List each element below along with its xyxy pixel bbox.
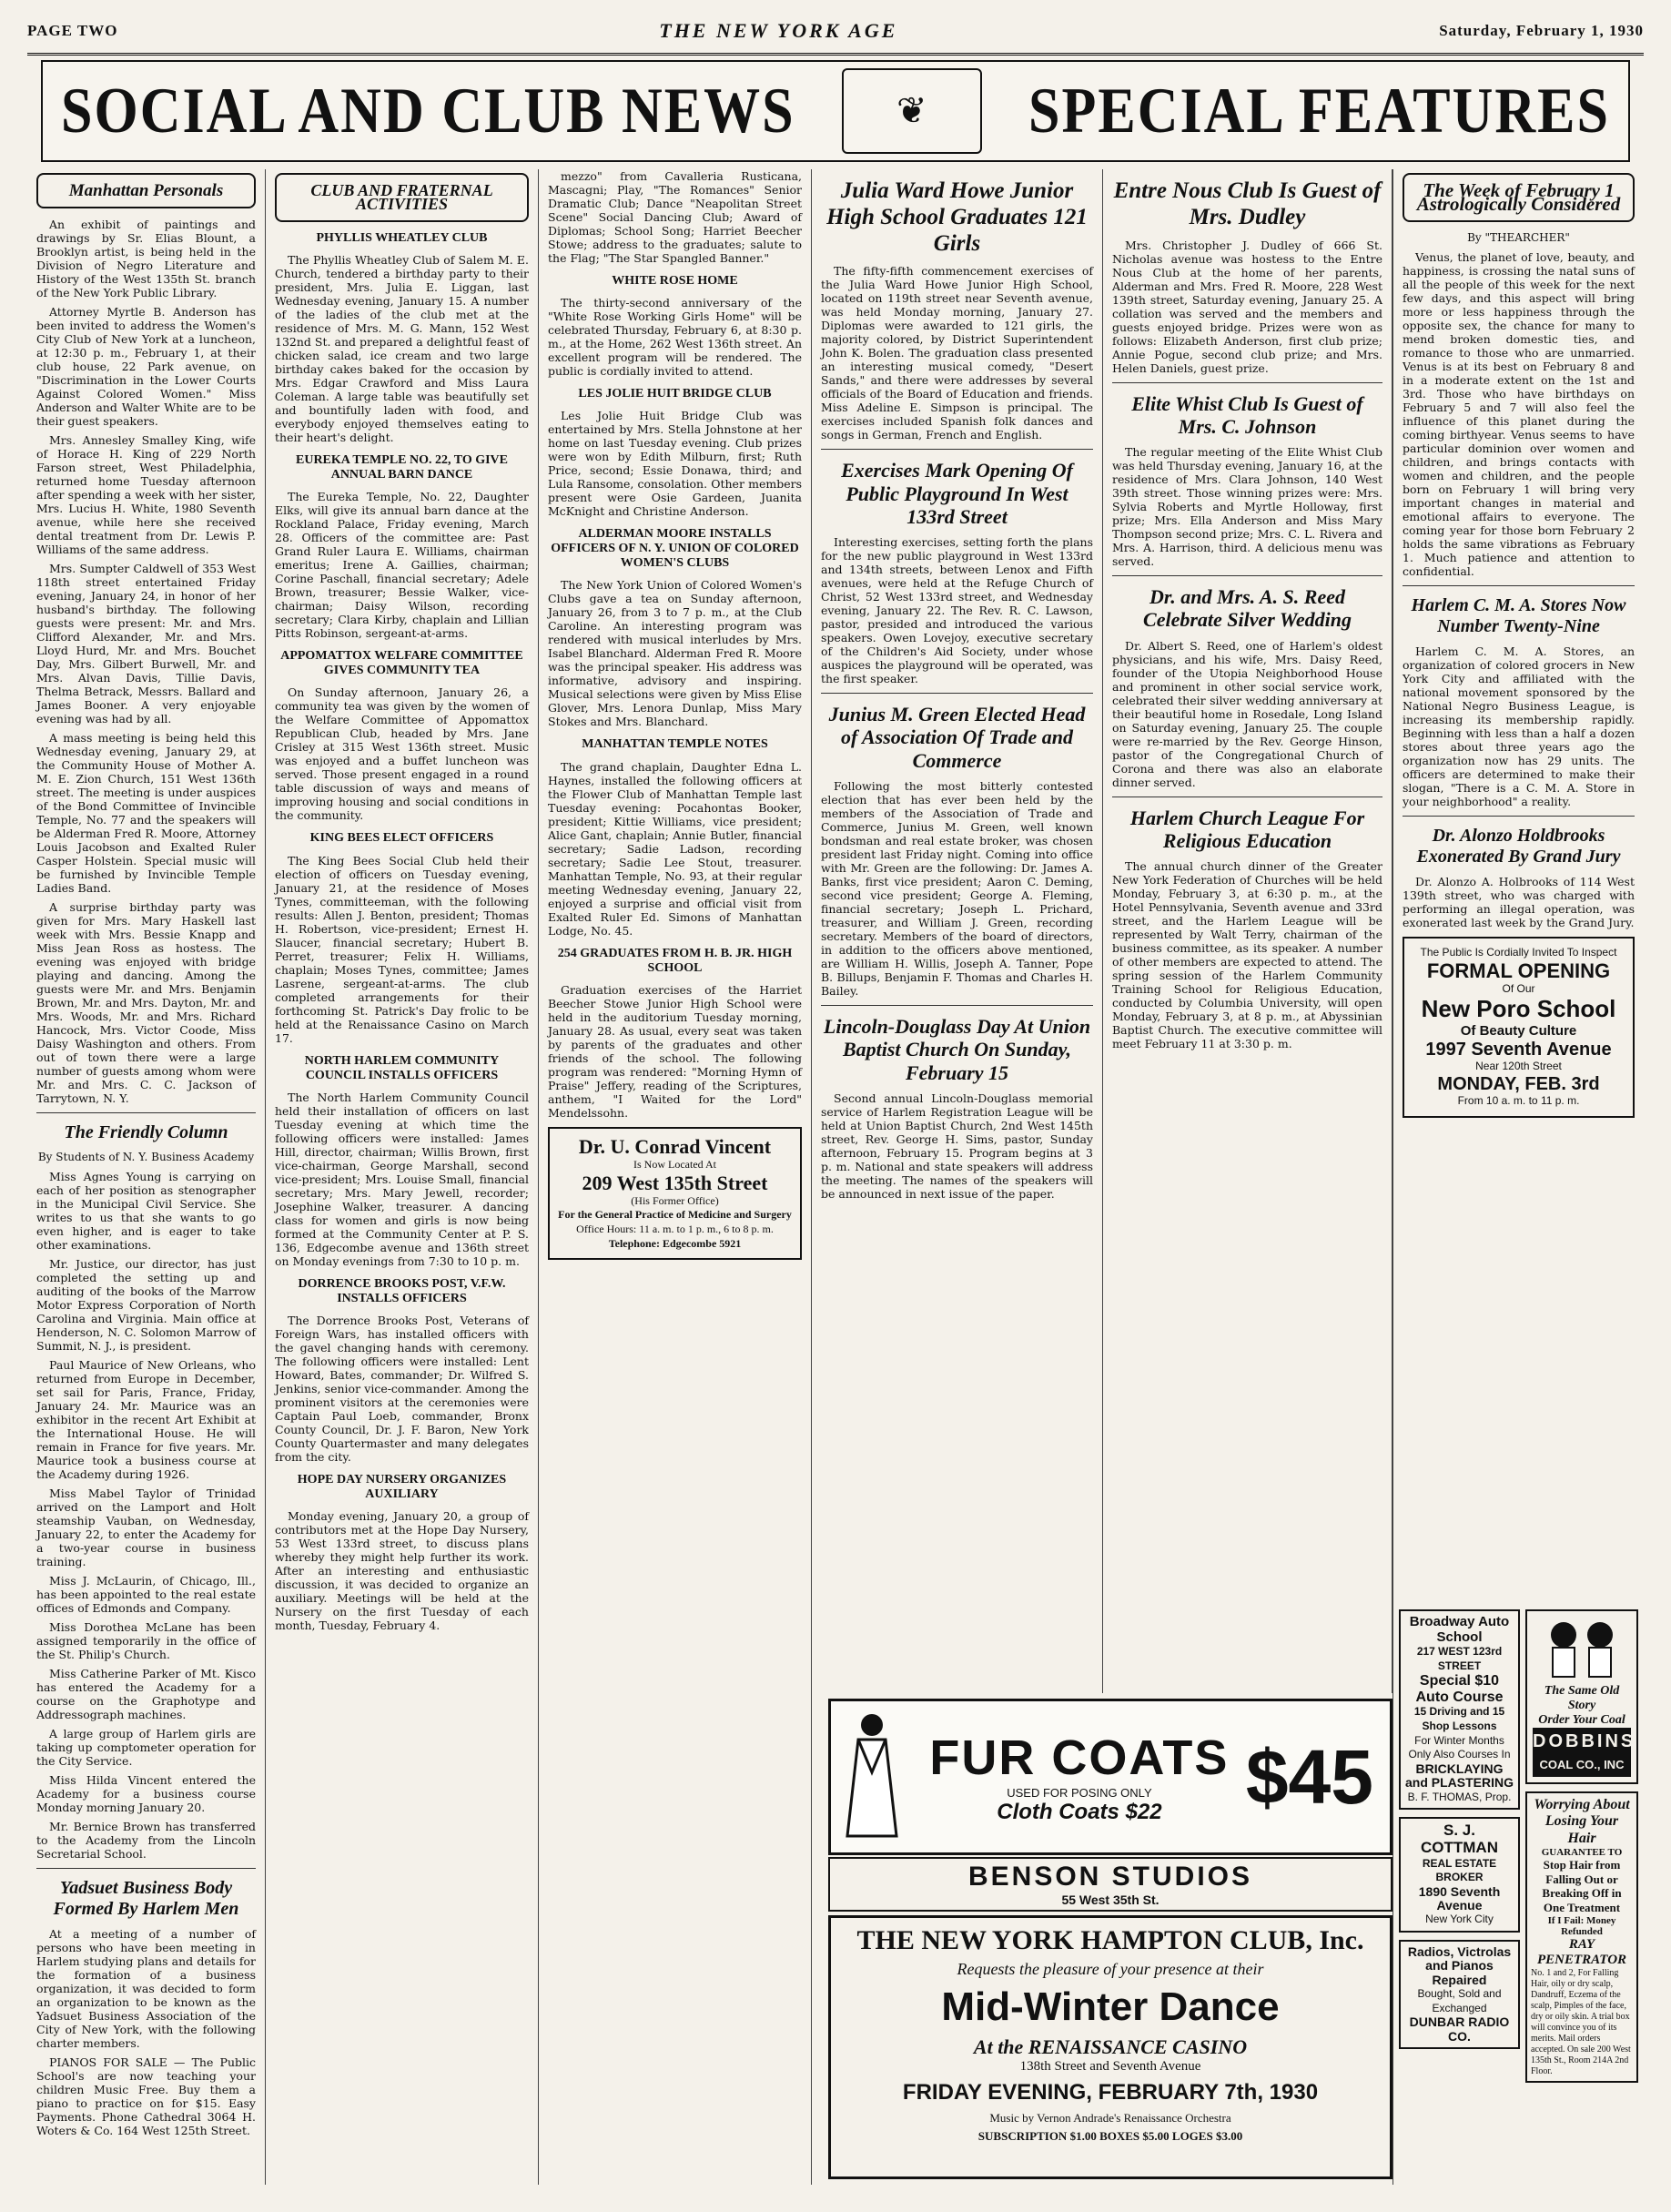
headline-church-league: Harlem Church League For Religious Education xyxy=(1129,806,1365,852)
section-title: APPOMATTOX WELFARE COMMITTEE GIVES COMMUNITY TEA xyxy=(280,649,523,678)
article-paragraph: PIANOS FOR SALE — The Public School's are now teaching your children Music Free. Buy them a piano to practice on for $15. Easy Payments. Phone Cathedral 3064 H. Woters & Co. 164 West 125th Street. xyxy=(36,2055,256,2137)
divider xyxy=(821,693,1093,694)
article-paragraph: Monday evening, January 20, a group of contributors met at the Hope Day Nursery, 53 West 133rd street, to discuss plans whereby they might help further its work. After an interesting and enthusiastic discussion, it was decided to organize an auxiliary. Meetings will be held at the Nursery on the first Tuesday of each month, Tuesday, February 4. xyxy=(275,1509,529,1633)
ad-text: Order Your Coal xyxy=(1538,1713,1625,1727)
ornament-icon: ❦ xyxy=(842,68,982,154)
ad-headline: S. J. COTTMAN xyxy=(1421,1821,1498,1856)
headline-manhattan-personals: Manhattan Personals xyxy=(36,173,256,208)
headline-junius-green: Junius M. Green Elected Head of Association Of Trade and Commerce xyxy=(828,703,1086,772)
ad-text: REAL ESTATE BROKER xyxy=(1422,1856,1497,1884)
column-club-continued xyxy=(539,169,812,2185)
article-paragraph: Following the most bitterly contested election that has ever been held by the members of the Association of Trade and Commerce, Junius M. Green, well known bondsman and real estate broker, was chosen president last Friday night. Coming into office with Mr. Green are the following: Dr. James A. Banks, first vice president; Aaron C. Deming, second vice president; George A. Fleming, financial secretary; Joseph L. Prichard, treasurer, and William J. Green, recording secretary. Members of the board of directors, in addition to the officers above mentioned, are William H. Willis, Joseph A. Tanner, Pope B. Billups, Benjamin F. Thomas and Charles H. Bailey. xyxy=(821,779,1093,999)
section-title: HOPE DAY NURSERY ORGANIZES AUXILIARY xyxy=(297,1472,507,1502)
ad-dunbar-radio xyxy=(1399,1940,1520,2049)
article-paragraph: The annual church dinner of the Greater New York Federation of Churches will be held Monday, February 3, at 6:30 p. m., at the Hotel Pennsylvania, Seventh avenue and 33rd street, and the Harlem League will be represented by Walt Terry, chairman of the business committee, as its speaker. A number of other members are expected to attend. The spring session of the Harlem Community Training School for Religious Education, conducted by Columbia University, will open Monday, February 3, at 8 p. m., at Abyssinian Baptist Church. The executive committee will meet February 11 at 3:30 p. m. xyxy=(1112,859,1382,1051)
ad-ray-penetrator xyxy=(1525,1791,1638,2083)
headline-lincoln-douglass: Lincoln-Douglass Day At Union Baptist Church On Sunday, February 15 xyxy=(823,1015,1091,1084)
divider xyxy=(1403,585,1635,586)
headline-playground: Exercises Mark Opening Of Public Playground In West 133rd Street xyxy=(841,459,1073,528)
ad-text: B. F. THOMAS, Prop. xyxy=(1407,1790,1512,1803)
article-paragraph: The grand chaplain, Daughter Edna L. Haynes, installed the following officers at the Flower Club of Manhattan Temple last Tuesday evening: Pocahontas Booker, president; Kittie Williams, vice president; Alice Gant, chaplain; Annie Butler, financial secretary; Sadie Ladson, recording secretary; Sadie Lee Stout, treasurer. Manhattan Temple, No. 93, at their regular meeting Wednesday evening, January 22, enjoyed a surprise and official visit from Exalted Ruler Ed. Simons of Manhattan Lodge, No. 45. xyxy=(548,759,802,938)
ad-text: The Same Old Story xyxy=(1544,1684,1620,1712)
ad-headline: FUR COATS xyxy=(929,1730,1230,1785)
ad-column-right xyxy=(1525,1602,1638,2185)
ad-event-title: Mid-Winter Dance xyxy=(941,1984,1280,2029)
section-title: ALDERMAN MOORE INSTALLS OFFICERS OF N. Y. UNION OF COLORED WOMEN'S CLUBS xyxy=(551,527,799,571)
byline: By "THEARCHER" xyxy=(1467,231,1570,244)
article-paragraph: The thirty-second anniversary of the "White Rose Working Girls Home" will be celebrated Thursday, February 6, at 8:30 p. m., at the Home, 262 West 136th street. An excellent program will be rendered. The public is cordially invited to attend. xyxy=(548,296,802,379)
article-paragraph: Miss Catherine Parker of Mt. Kisco has entered the Academy for a course on the Graphotype and Addressograph machines. xyxy=(36,1667,256,1721)
ad-text: New York City xyxy=(1425,1913,1494,1926)
headline-astrology: The Week of February 1 Astrologically Considered xyxy=(1403,173,1635,222)
divider xyxy=(1403,816,1635,817)
headline-yadsuet: Yadsuet Business Body Formed By Harlem Men xyxy=(53,1878,239,1919)
article-paragraph: A mass meeting is being held this Wednesday evening, January 29, at the Community House of Mother A. M. E. Zion Church, 151 West 136th street. The meeting is under auspices of the Bond Committee of Invincible Temple, No. 77 and the speakers will be Alderman Fred R. Moore, Attorney Louis Jacobson and Exalted Ruler Casper Holstein. Special music will be furnished by Invincible Temple Ladies Band. xyxy=(36,731,256,895)
article-paragraph: The King Bees Social Club held their election of officers on Tuesday evening, January 21, at the residence of Moses Tynes, committeeman, with the following results: Allen J. Benton, president; Thomas H. Robertson, vice-president; Ernest H. Slaucer, financial secretary; Hubert B. Perret, treasurer; Felix H. Williams, chaplain; Moses Tynes, committee; James Lasrene, sergeant-at-arms. The club completed arrangements for their forthcoming St. Patrick's Day frolic to be held at the Renaissance Casino on March 17. xyxy=(275,853,529,1045)
ad-headline: DUNBAR RADIO CO. xyxy=(1409,2014,1510,2044)
headline-friendly-column: The Friendly Column xyxy=(64,1122,228,1142)
ad-venue: At the RENAISSANCE CASINO xyxy=(973,2035,1248,2058)
ad-date: MONDAY, FEB. 3rd xyxy=(1437,1074,1600,1095)
ad-headline: Radios, Victrolas and Pianos Repaired xyxy=(1407,1944,1512,1987)
page-number: PAGE TWO xyxy=(27,22,118,39)
article-paragraph: Miss Dorothea McLane has been assigned temporarily in the office of the St. Philip's Church. xyxy=(36,1620,256,1661)
ad-text: Office Hours: 11 a. m. to 1 p. m., 6 to 8 p. m. xyxy=(576,1222,774,1235)
divider xyxy=(821,449,1093,450)
article-paragraph: Venus, the planet of love, beauty, and happiness, is crossing the natal suns of all the people of this week for the next few days, and this aspect will bring more or less happiness through the opposite sex, the chance for many to mend broken domestic ties, and romance to those who are unmarried. Venus is at its best on February 8 and in a moderate extent on the 1st and 3rd. Those who have birthdays on February 5 and 7 will also feel the influence of this planet during the coming birthyear. Venus seems to have particular dominion over women and children, and brings contacts with women and children, and the people born on February 1 will bring very important changes in material and emotional affairs to everyone. The coming year for those born February 2 holds the same vibrations as February 1. Much patience and attention to confidential. xyxy=(1403,250,1635,578)
article-paragraph: The North Harlem Community Council held their installation of officers on last Tuesday evening at which time the following officers were installed: James Hill, director, chairman; Willis Brown, first vice-chairman, George Marshall, second vice-president; Mrs. Louise Small, financial secretary; Mrs. Mary Jewell, recorder; Josephine Walker, treasurer. A dancing class for women and girls is now being formed at the Community Center at P. S. 136, Edgecombe avenue and 136th street on Monday evenings from 7:30 to 10 p. m. xyxy=(275,1090,529,1268)
ad-headline: Stop Hair from Falling Out or Breaking Off in One Treatment xyxy=(1542,1858,1622,1914)
ad-text: GUARANTEE TO xyxy=(1541,1847,1623,1859)
divider xyxy=(36,1112,256,1113)
ad-headline: DOBBINS xyxy=(1533,1728,1631,1756)
article-paragraph: The Phyllis Wheatley Club of Salem M. E. Church, tendered a birthday party to their president, Mrs. Julia E. Liggan, last Wednesday evening, January 15. A number of the ladies of the club met at the residence of Mrs. M. G. Mann, 152 West 132nd St. and prepared a delightful feast of chicken salad, ice cream and two large birthday cakes baked for the occasion by Mrs. Edgar Crawford and Miss Laura Coleman. A large table was beautifully set and bountifully laden with food, and everybody enjoyed themselves eating to their heart's delight. xyxy=(275,253,529,445)
article-paragraph: The Dorrence Brooks Post, Veterans of Foreign Wars, has installed officers with the gavel changing hands with ceremony. The following officers were installed: Lent Howard, Bates, commander; Dr. Wilfred S. Jenkins, senior vice-commander. Among the prominent visitors at the ceremonies were Captain Paul Loeb, commander, Bronx County Council, Dr. J. F. Baron, New York County Quartermaster and many delegates from the city. xyxy=(275,1313,529,1464)
article-paragraph: Graduation exercises of the Harriet Beecher Stowe Junior High School were held in the auditorium Tuesday morning, January 28. As usual, every seat was taken by parents of the graduates and other friends of the school. The following program was rendered: "Morning Hymn of Praise" Jeffery, reading of the Scriptures, anthem, "I Waited for the Lord" Mendelssohn. xyxy=(548,982,802,1120)
article-paragraph: On Sunday afternoon, January 26, a community tea was given by the women of the Welfare Committee of Appomattox Republican Club, headed by Mrs. Jane Crisley at 315 West 136th street. Music was enjoyed and a buffet luncheon was served. Those present engaged in a round table discussion of ways and means of improving housing and social conditions in the community. xyxy=(275,685,529,823)
article-paragraph: Mrs. Annesley Smalley King, wife of Horace H. King of 229 North Farson street, West Philadelphia, returned home Tuesday afternoon after spending a week with her sister, Mrs. Lucius H. White, 1980 Seventh avenue, while here she received dental treatment from Dr. Lewis P. Williams of the same address. xyxy=(36,433,256,556)
article-paragraph: Miss J. McLaurin, of Chicago, Ill., has been appointed to the real estate offices of Edmonds and Company. xyxy=(36,1574,256,1615)
divider xyxy=(821,1005,1093,1006)
column-personals xyxy=(27,169,266,2185)
ad-text: Of Our xyxy=(1502,981,1535,995)
article-paragraph: Harlem C. M. A. Stores, an organization of colored grocers in New York City and affiliated with the national movement sponsored by the National Negro Business League, is increasing its membership rapidly. Beginning with less than a half a dozen stores about three years ago the organization now has 29 units. The officers are determined to make their slogan, "There is a C. M. A. Store in your neighborhood" a reality. xyxy=(1403,644,1635,808)
ad-cottman xyxy=(1399,1817,1520,1933)
article-paragraph: A surprise birthday party was given for Mrs. Mary Haskell last week with Mrs. Bessie Knapp and Miss Jean Ross as hostess. The evening was enjoyed with bridge playing and dancing. Among the guests were Mr. and Mrs. Benjamin Brown, Mr. and Mrs. Dayton, Mr. and Mrs. Woods, Mr. and Mrs. Richard Hancock, Mrs. Victor Coode, Miss Daisy Washington and others. From out of town there were a large number of guests among whom were Mr. and Mrs. C. C. Jackson of Tarrytown, N. Y. xyxy=(36,900,256,1105)
headline-julia-ward-howe: Julia Ward Howe Junior High School Graduates 121 Girls xyxy=(826,178,1088,256)
ad-headline: Special $10 Auto Course xyxy=(1415,1673,1504,1705)
masthead xyxy=(27,9,1644,56)
headline-entre-nous: Entre Nous Club Is Guest of Mrs. Dudley xyxy=(1113,178,1382,229)
article-paragraph: Second annual Lincoln-Douglass memorial service of Harlem Registration League will be held at Union Baptist Church, 2nd West 145th street, Rev. George H. Sims, pastor, Sunday afternoon, February 15. Program begins at 3 p. m. National and state speakers will address the meeting. The names of the speakers will be announced in next issue of the paper. xyxy=(821,1091,1093,1201)
ad-text: Near 120th Street xyxy=(1475,1060,1562,1073)
article-paragraph: Mr. Bernice Brown has transferred to the Academy from the Lincoln Secretarial School. xyxy=(36,1820,256,1861)
ad-sidebar xyxy=(1392,1602,1644,2185)
article-paragraph: The New York Union of Colored Women's Clubs gave a tea on Sunday afternoon, January 26, from 3 to 7 p. m., at the Club Caroline. An interesting program was rendered with musical interludes by Mrs. Isabel Blanchard. Alderman Fred R. Moore was the principal speaker. His address was informative, advisory and inspiring. Musical selections were given by Miss Elise Glover, Mrs. Lenora Dunlap, Miss Mary Stokes and Mrs. Blanchard. xyxy=(548,578,802,729)
ad-text: For the General Practice of Medicine and Surgery xyxy=(558,1208,792,1222)
article-paragraph: Les Jolie Huit Bridge Club was entertained by Mrs. Stella Johnstone at her home on last Tuesday evening. Club prizes were won by Edith Milburn, first; Ruth Price, second; Essie Donawa, third; and Lula Ransome, consolation. Other members present were Osie Gardeen, Juanita McKnight and Christine Anderson. xyxy=(548,409,802,519)
ad-text: Bought, Sold and Exchanged xyxy=(1417,1987,1502,2014)
ad-headline: New Poro School xyxy=(1421,995,1616,1023)
headline-club-fraternal-activities: CLUB AND FRATERNAL ACTIVITIES xyxy=(275,173,529,222)
ad-text: Requests the pleasure of your presence at their xyxy=(957,1960,1264,1978)
divider xyxy=(36,1868,256,1869)
section-title: KING BEES ELECT OFFICERS xyxy=(309,831,494,846)
article-paragraph: At a meeting of a number of persons who have been meeting in Harlem studying plans and details for the formation of a business organization, it was decided to form an organization to be known as the Yadsuet Business Association of the City of New York, with the following charter members. xyxy=(36,1927,256,2050)
headline-reed-silver-wedding: Dr. and Mrs. A. S. Reed Celebrate Silver Wedding xyxy=(1143,585,1352,632)
ad-text: USED FOR POSING ONLY xyxy=(1007,1785,1152,1800)
ad-text: Cloth Coats $22 xyxy=(997,1799,1162,1824)
banner-social-club-news: SOCIAL AND CLUB NEWS xyxy=(61,75,795,147)
ad-headline: RAY PENETRATOR xyxy=(1536,1936,1627,1967)
article-paragraph: Miss Agnes Young is carrying on each of her position as stenographer in the Municipal Civil Service. She writes to us that she wants to go even higher, and is eager to take other examinations. xyxy=(36,1170,256,1252)
ad-headline: Broadway Auto School xyxy=(1409,1614,1510,1645)
article-paragraph: An exhibit of paintings and drawings by Sr. Elias Blount, a Brooklyn artist, is being held in the Division of Negro Literature and History of the West 135th St. branch of the New York Public Library. xyxy=(36,218,256,299)
ad-headline: BRICKLAYING and PLASTERING xyxy=(1404,1760,1514,1791)
divider xyxy=(1112,382,1382,383)
ad-text: Of Beauty Culture xyxy=(1460,1022,1577,1039)
cartoon-figures-icon xyxy=(1536,1617,1627,1680)
ad-headline: THE NEW YORK HAMPTON CLUB, Inc. xyxy=(856,1925,1364,1955)
ad-text: For Winter Months Only Also Courses In xyxy=(1408,1733,1511,1761)
ad-prices: SUBSCRIPTION $1.00 BOXES $5.00 LOGES $3.00 xyxy=(977,2129,1243,2143)
article-paragraph: The fifty-fifth commencement exercises of the Julia Ward Howe Junior High School, located on 119th street near Seventh avenue, was held Monday morning, January 27. Diplomas were awarded to 121 girls, the majority colored, by District Superintendent John K. Bolen. The graduation class presented an interesting musical comedy, "Desert Sands," and there were addresses by several officials of the Board of Education and friends. Miss Adeline E. Simpson is principal. The exercises included Spanish folk dances and songs in German, French and English. xyxy=(821,264,1093,442)
headline-cma-stores: Harlem C. M. A. Stores Now Number Twenty-Nine xyxy=(1411,595,1626,636)
article-paragraph: The Eureka Temple, No. 22, Daughter Elks, will give its annual barn dance at the Rockland Palace, Friday evening, March 28. Officers of the committee are: Past Grand Ruler Laura E. Williams, chairman emeritus; Irene A. Gaillies, chairman; Corine Paschall, financial secretary; Adele Brown, treasurer; Bessie Walker, vice-chairman; Daisy Wilson, recording secretary; Clara Kirby, chaplain and Lillian Pitts Robinson, sergeant-at-arms. xyxy=(275,490,529,641)
ad-text: The Public Is Cordially Invited To Inspect xyxy=(1420,946,1617,959)
ad-fur-coats xyxy=(828,1699,1392,1855)
ad-headline: Worrying About Losing Your Hair xyxy=(1534,1797,1630,1846)
article-paragraph: Miss Mabel Taylor of Trinidad arrived on the Lamport and Holt steamship Vauban, on Wednesday, January 22, to enter the Academy for a two-year course in business training. xyxy=(36,1487,256,1568)
ad-text: If I Fail: Money Refunded xyxy=(1547,1914,1616,1937)
ad-text: From 10 a. m. to 11 p. m. xyxy=(1457,1094,1580,1108)
ad-headline: FORMAL OPENING xyxy=(1426,959,1611,982)
ad-text: Music by Vernon Andrade's Renaissance Orchestra xyxy=(989,2111,1231,2125)
ad-text: 138th Street and Seventh Avenue xyxy=(1019,2059,1201,2074)
ad-dobbins-coal xyxy=(1525,1609,1638,1784)
article-paragraph: Attorney Myrtle B. Anderson has been invited to address the Women's City Club of New York at a luncheon, at 12:30 p. m., February 1, at their club house, 22 Park avenue, on "Discrimination in the Lower Courts Against Colored Women." Miss Anderson and Walter White are to be their guest speakers. xyxy=(36,305,256,428)
article-paragraph: Interesting exercises, setting forth the plans for the new public playground in West 133rd and 134th streets, between Lenox and Fifth avenues, were held at the Refuge Church of Christ, 52 West 133rd street, and Wednesday evening, January 22. The Rev. R. C. Lawson, pastor, presided and introduced the various speakers. Owen Lovejoy, executive secretary of the Children's Aid Society, under whose auspices the playground will be operated, was the first speaker. xyxy=(821,535,1093,686)
article-paragraph: mezzo" from Cavalleria Rusticana, Mascagni; Play, "The Romances" Senior Dramatic Club; Dance "Neapolitan Street Scene" Social Dancing Club; Award of Diplomas; School Song; Harriet Beecher Stowe; address to the graduates; salute to the Flag; "The Star Spangled Banner." xyxy=(548,169,802,265)
headline-elite-whist: Elite Whist Club Is Guest of Mrs. C. Johnson xyxy=(1131,391,1363,438)
article-paragraph: Mrs. Christopher J. Dudley of 666 St. Nicholas avenue was hostess to the Entre Nous Club at the home of her parents, Alderman and Mrs. Fred R. Moore, 228 West 139th street, Saturday evening, January 25. A collation was served and the members and guests enjoyed bridge. Prizes were won as follows: Elizabeth Anderson, first club prize; Annie Pogue, second club prize; and Mrs. Helen Daniels, guest prize. xyxy=(1112,238,1382,375)
banner-special-features: SPECIAL FEATURES xyxy=(1028,75,1610,147)
column-society xyxy=(1103,169,1392,1693)
ad-phone: Telephone: Edgecombe 5921 xyxy=(608,1236,742,1250)
article-paragraph: Miss Hilda Vincent entered the Academy for a business course Monday morning January 20. xyxy=(36,1773,256,1814)
ad-address: 209 West 135th Street xyxy=(582,1171,768,1194)
section-title: PHYLLIS WHEATLEY CLUB xyxy=(316,231,488,245)
section-banner xyxy=(41,60,1630,162)
ad-address: 1890 Seventh Avenue xyxy=(1418,1883,1501,1913)
column-school-news xyxy=(812,169,1103,1693)
issue-date: Saturday, February 1, 1930 xyxy=(1439,22,1644,39)
ad-text: 15 Driving and 15 Shop Lessons xyxy=(1413,1705,1505,1732)
divider xyxy=(1112,575,1382,576)
ad-benson-studios xyxy=(828,1857,1392,1912)
ad-text: (His Former Office) xyxy=(631,1193,719,1207)
ad-hampton-club xyxy=(828,1915,1392,2179)
ad-date: FRIDAY EVENING, FEBRUARY 7th, 1930 xyxy=(902,2080,1319,2105)
ad-dr-vincent xyxy=(548,1127,802,1260)
ad-text: No. 1 and 2, For Falling Hair, oily or dry scalp, Dandruff, Eczema of the scalp, Pimples of the face, dry or oily skin. A trial box will convince you of its merits. Mail orders accepted. On sale 200 West 135th St., Room 214A 2nd Floor. xyxy=(1531,1968,1631,2077)
ad-poro-school xyxy=(1403,937,1635,1118)
ad-text: Is Now Located At xyxy=(633,1157,716,1171)
ad-address: 55 West 35th St. xyxy=(1061,1892,1160,1907)
article-paragraph: Mrs. Sumpter Caldwell of 353 West 118th street entertained Friday evening, January 24, in honor of her husband's birthday. The following guests were present: Mr. and Mrs. Clifford Alexander, Mr. and Mrs. Lloyd Hurd, Mr. and Mrs. Bouchet Day, Mrs. Gilbert Burwell, Mr. and Mrs. Alvan Davis, Tillie Davis, Thelma Betrack, Messrs. Ballard and James Booner. A very enjoyable evening was had by all. xyxy=(36,562,256,725)
article-paragraph: Paul Maurice of New Orleans, who returned from Europe in December, set sail for Paris, France, Friday, January 24. Mr. Maurice was an exhibitor in the recent Art Exhibit at the International House. He will remain in France for five years. Mr. Maurice took a business course at the Academy during 1926. xyxy=(36,1358,256,1481)
section-title: WHITE ROSE HOME xyxy=(612,274,738,288)
article-paragraph: Dr. Albert S. Reed, one of Harlem's oldest physicians, and his wife, Mrs. Daisy Reed, founder of the Utopia Neighborhood House and prominent in other social service work, celebrated their silver wedding anniversary at their beautiful home in Rosedale, Long Island on Saturday evening, January 25. The couple were re-married by the Rev. George Hinson, pastor of the Congregational Church of Corona and there was also an elaborate dinner served. xyxy=(1112,638,1382,789)
headline-holdbrooks: Dr. Alonzo Holdbrooks Exonerated By Grand Jury xyxy=(1416,826,1621,867)
ad-text: COAL CO., INC xyxy=(1533,1756,1631,1777)
section-title: DORRENCE BROOKS POST, V.F.W. INSTALLS OFFICERS xyxy=(298,1276,506,1305)
ad-name: Dr. U. Conrad Vincent xyxy=(578,1134,772,1158)
ad-column-left xyxy=(1399,1602,1520,2185)
section-title: LES JOLIE HUIT BRIDGE CLUB xyxy=(578,387,772,401)
section-title: MANHATTAN TEMPLE NOTES xyxy=(582,737,768,752)
column-club-fraternal xyxy=(266,169,539,2185)
ad-price: $45 xyxy=(1245,1733,1373,1820)
article-paragraph: Dr. Alonzo A. Holbrooks of 114 West 139th street, who was charged with performing an illegal operation, was exonerated last week by the Grand Jury. xyxy=(1403,875,1635,929)
article-paragraph: A large group of Harlem girls are taking up comptometer operation for the City Service. xyxy=(36,1727,256,1768)
byline: By Students of N. Y. Business Academy xyxy=(37,1151,255,1163)
ad-address: 1997 Seventh Avenue xyxy=(1425,1040,1612,1060)
newspaper-name: THE NEW YORK AGE xyxy=(659,19,898,42)
article-paragraph: Mr. Justice, our director, has just completed the setting up and auditing of the books of the Marrow Motor Express Corporation of North Carolina and Virginia. Main office at Henderson, N. C. Solomon Marrow of Summit, N. J., is president. xyxy=(36,1257,256,1353)
ad-auto-school xyxy=(1399,1609,1520,1810)
ad-address: 217 WEST 123rd STREET xyxy=(1416,1645,1503,1672)
article-paragraph: The regular meeting of the Elite Whist Club was held Thursday evening, January 16, at the residence of Mrs. Clara Johnson, 140 West 39th street. Those winning prizes were: Mrs. Sylvia Roberts and Myrtle Holloway, first prize; Mrs. Ella Anderson and Miss Mary Thompson second prize; Mrs. C. L. Rivera and Mrs. A. Harrison, third. A delicious menu was served. xyxy=(1112,445,1382,569)
fashion-figure-icon xyxy=(840,1709,904,1845)
section-title: EUREKA TEMPLE NO. 22, TO GIVE ANNUAL BARN DANCE xyxy=(296,453,508,482)
section-title: 254 GRADUATES FROM H. B. JR. HIGH SCHOOL xyxy=(557,946,793,975)
section-title: NORTH HARLEM COMMUNITY COUNCIL INSTALLS OFFICERS xyxy=(304,1053,500,1082)
ad-headline: BENSON STUDIOS xyxy=(967,1862,1253,1892)
